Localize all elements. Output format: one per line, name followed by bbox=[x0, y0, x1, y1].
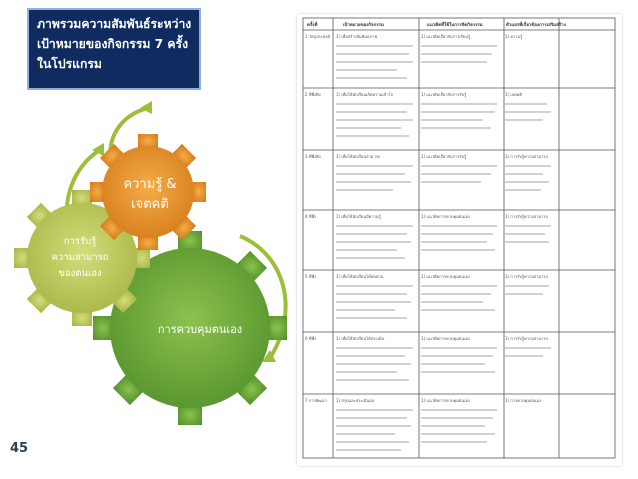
row-7-concept: 1) แนวคิดการควบคุมตนเอง bbox=[421, 398, 470, 403]
row-5-goal: 1) เพื่อให้นักเรียนได้ทบทวน bbox=[336, 274, 384, 279]
gear-top bbox=[90, 134, 206, 250]
row-2-session: 2 ที่พึ่งพิง bbox=[305, 92, 321, 97]
row-1-session: 1 วัตถุประสงค์ bbox=[305, 34, 330, 39]
row-7-goal: 1) สรุปและประเมินผล bbox=[336, 398, 375, 403]
row-7-variable: 1) การควบคุมตนเอง bbox=[505, 398, 542, 403]
row-6-goal: 1) เพื่อให้นักเรียนได้ประเมิน bbox=[336, 336, 385, 341]
row-6-session: 6 ที่พึ่ง bbox=[305, 336, 317, 341]
gear-top-label-1: ความรู้ & bbox=[123, 177, 177, 192]
gears-diagram bbox=[0, 0, 300, 479]
page-number: 45 bbox=[10, 441, 29, 456]
title-line-2: เป้าหมายของกิจกรรม 7 ครั้ง bbox=[37, 37, 189, 51]
row-3-session: 3 ที่พึ่งพิง bbox=[305, 154, 321, 159]
row-4-goal: 1) เพื่อให้นักเรียนมีความรู้ bbox=[336, 214, 381, 219]
row-3-goal: 1) เพื่อให้นักเรียนสามารถ bbox=[336, 154, 381, 159]
row-4-session: 4 ที่พึ่ง bbox=[305, 214, 317, 219]
row-3-concept: 1) แนวคิดเกี่ยวกับการรับรู้ bbox=[421, 154, 467, 159]
row-2-concept: 1) แนวคิดเกี่ยวกับการรับรู้ bbox=[421, 92, 467, 97]
title-line-3: ในโปรแกรม bbox=[37, 57, 102, 71]
row-1-variable: 1) ความรู้ bbox=[505, 34, 523, 39]
document-table-image bbox=[297, 14, 622, 466]
row-5-variable: 1) การรับรู้ความสามารถ bbox=[505, 274, 548, 279]
row-5-concept: 1) แนวคิดการควบคุมตนเอง bbox=[421, 274, 470, 279]
gear-bottom-label: การควบคุมตนเอง bbox=[157, 323, 243, 336]
row-5-session: 5 ที่พึ่ง bbox=[305, 274, 317, 279]
row-1-goal: 1) เพื่อสร้างสัมพันธภาพ bbox=[336, 34, 377, 39]
table-header-concept: แนวคิดที่ใช้ในการจัดกิจกรรม bbox=[427, 23, 483, 28]
row-6-concept: 1) แนวคิดการควบคุมตนเอง bbox=[421, 336, 470, 341]
scanned-text-lines bbox=[336, 46, 551, 450]
table-header-variable: ตัวแปรที่เกี่ยวข้องการเสริมสร้าง bbox=[506, 23, 566, 28]
title-line-1: ภาพรวมความสัมพันธ์ระหว่าง bbox=[37, 17, 192, 31]
gear-middle-label-2: ความสามารถ bbox=[51, 252, 109, 263]
gear-middle-label-1: การรับรู้ bbox=[63, 236, 97, 247]
row-2-goal: 1) เพื่อให้นักเรียนเกิดความเข้าใจ bbox=[336, 92, 393, 97]
document-table bbox=[297, 14, 622, 466]
row-4-concept: 1) แนวคิดการควบคุมตนเอง bbox=[421, 214, 470, 219]
gear-middle-label-3: ของตนเอง bbox=[58, 268, 102, 279]
gear-top-label-2: เจตคติ bbox=[131, 197, 169, 212]
table-header-goal: เป้าหมายของกิจกรรม bbox=[343, 23, 384, 28]
table-header-session: ครั้งที่ bbox=[307, 23, 318, 28]
row-3-variable: 1) การรับรู้ความสามารถ bbox=[505, 154, 548, 159]
row-7-session: 7 การพัฒนา bbox=[305, 398, 327, 403]
row-2-variable: 1) เจตคติ bbox=[505, 92, 522, 97]
row-6-variable: 1) การรับรู้ความสามารถ bbox=[505, 336, 548, 341]
row-1-concept: 1) แนวคิดเกี่ยวกับการเรียนรู้ bbox=[421, 34, 471, 39]
row-4-variable: 1) การรับรู้ความสามารถ bbox=[505, 214, 548, 219]
arrow-head-2 bbox=[140, 101, 152, 114]
